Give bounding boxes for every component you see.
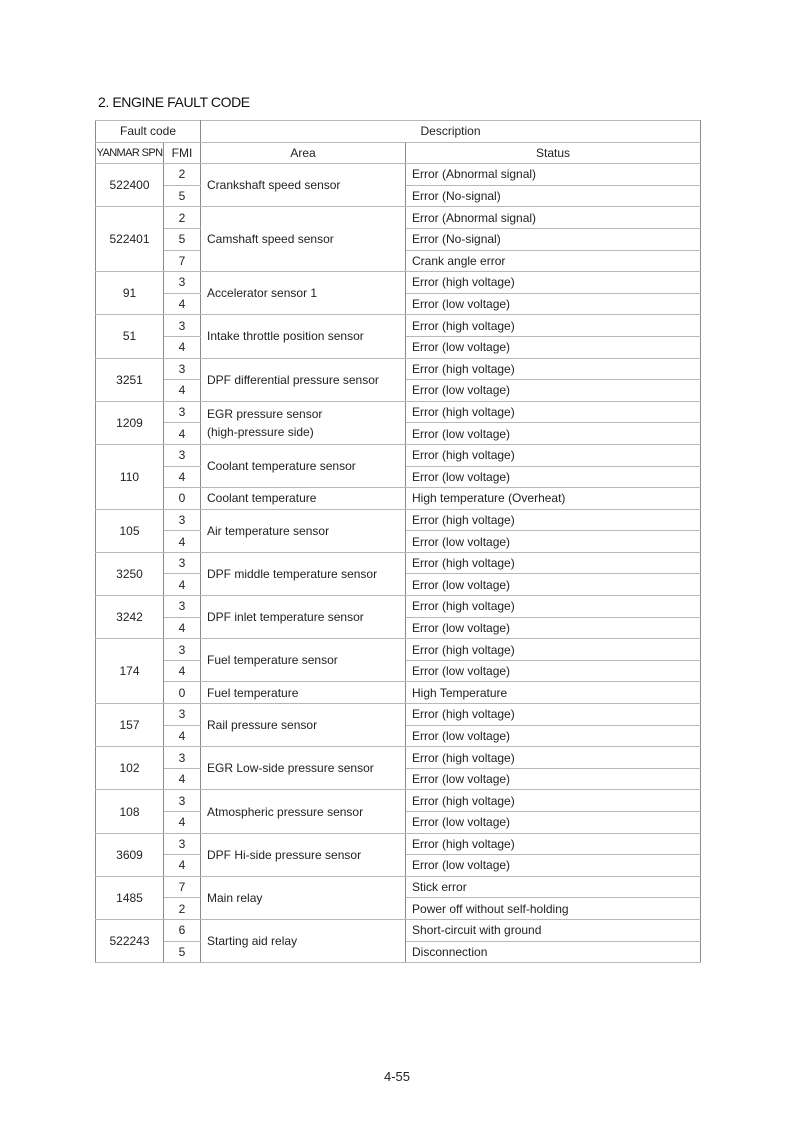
table-row [96, 509, 701, 531]
status-cell: Short-circuit with ground [406, 919, 701, 941]
table-row [96, 833, 701, 855]
section-title: 2. ENGINE FAULT CODE [98, 94, 250, 110]
area-cell: Coolant temperature sensor [201, 444, 406, 487]
area-cell: DPF differential pressure sensor [201, 358, 406, 401]
fmi-cell: 4 [164, 768, 201, 790]
area-cell: DPF Hi-side pressure sensor [201, 833, 406, 876]
fmi-cell: 3 [164, 596, 201, 618]
fmi-cell: 3 [164, 833, 201, 855]
fmi-cell: 6 [164, 919, 201, 941]
table-body [96, 164, 701, 963]
status-cell: Error (low voltage) [406, 423, 701, 445]
status-cell: High temperature (Overheat) [406, 488, 701, 510]
status-cell: Error (high voltage) [406, 315, 701, 337]
table-row [96, 552, 701, 574]
status-cell: High Temperature [406, 682, 701, 704]
header-row-sub [96, 142, 701, 164]
status-cell: Error (No-signal) [406, 185, 701, 207]
header-fault-code: Fault code [96, 121, 201, 143]
fmi-cell: 2 [164, 898, 201, 920]
table-row [96, 704, 701, 726]
status-cell: Error (high voltage) [406, 509, 701, 531]
area-cell: Starting aid relay [201, 919, 406, 962]
fmi-cell: 4 [164, 812, 201, 834]
fmi-cell: 5 [164, 941, 201, 963]
area-cell: Air temperature sensor [201, 509, 406, 552]
fmi-cell: 0 [164, 682, 201, 704]
header-row-top [96, 121, 701, 143]
fmi-cell: 3 [164, 639, 201, 661]
fmi-cell: 4 [164, 423, 201, 445]
fmi-cell: 4 [164, 660, 201, 682]
status-cell: Error (high voltage) [406, 552, 701, 574]
status-cell: Power off without self-holding [406, 898, 701, 920]
fmi-cell: 5 [164, 185, 201, 207]
spn-cell: 3242 [96, 596, 164, 639]
spn-cell: 91 [96, 272, 164, 315]
fmi-cell: 4 [164, 574, 201, 596]
status-cell: Error (low voltage) [406, 768, 701, 790]
spn-cell: 102 [96, 747, 164, 790]
fmi-cell: 0 [164, 488, 201, 510]
fmi-cell: 3 [164, 401, 201, 423]
fmi-cell: 3 [164, 552, 201, 574]
area-cell: Fuel temperature sensor [201, 639, 406, 682]
table-row [96, 747, 701, 769]
status-cell: Error (high voltage) [406, 704, 701, 726]
table-row [96, 639, 701, 661]
table-row [96, 207, 701, 229]
fmi-cell: 3 [164, 358, 201, 380]
header-status: Status [406, 142, 701, 164]
area-cell: Accelerator sensor 1 [201, 272, 406, 315]
header-fmi: FMI [164, 142, 201, 164]
status-cell: Error (low voltage) [406, 812, 701, 834]
fmi-cell: 4 [164, 725, 201, 747]
status-cell: Error (low voltage) [406, 293, 701, 315]
table-row [96, 488, 701, 510]
fmi-cell: 4 [164, 855, 201, 877]
fmi-cell: 4 [164, 466, 201, 488]
table-row [96, 596, 701, 618]
area-cell: DPF middle temperature sensor [201, 552, 406, 595]
area-cell: Crankshaft speed sensor [201, 164, 406, 207]
status-cell: Error (low voltage) [406, 855, 701, 877]
area-cell: Fuel temperature [201, 682, 406, 704]
header-area: Area [201, 142, 406, 164]
table-row [96, 444, 701, 466]
status-cell: Error (high voltage) [406, 358, 701, 380]
engine-fault-code-table [95, 120, 701, 963]
status-cell: Error (high voltage) [406, 444, 701, 466]
status-cell: Error (Abnormal signal) [406, 164, 701, 186]
fmi-cell: 3 [164, 790, 201, 812]
fmi-cell: 3 [164, 315, 201, 337]
page-number: 4-55 [383, 1069, 411, 1084]
spn-cell: 105 [96, 509, 164, 552]
table-row [96, 682, 701, 704]
fmi-cell: 7 [164, 876, 201, 898]
fmi-cell: 4 [164, 531, 201, 553]
fmi-cell: 2 [164, 164, 201, 186]
fmi-cell: 2 [164, 207, 201, 229]
spn-cell: 110 [96, 444, 164, 509]
spn-cell: 522243 [96, 919, 164, 962]
spn-cell: 51 [96, 315, 164, 358]
status-cell: Error (low voltage) [406, 466, 701, 488]
area-cell: Atmospheric pressure sensor [201, 790, 406, 833]
spn-cell: 3609 [96, 833, 164, 876]
table-row [96, 401, 701, 423]
area-cell: EGR Low-side pressure sensor [201, 747, 406, 790]
area-cell: Main relay [201, 876, 406, 919]
spn-cell: 1209 [96, 401, 164, 444]
area-cell: Rail pressure sensor [201, 704, 406, 747]
header-description: Description [201, 121, 701, 143]
header-yanmar-spn: YANMAR SPN [96, 142, 164, 164]
status-cell: Stick error [406, 876, 701, 898]
table-row [96, 315, 701, 337]
status-cell: Error (high voltage) [406, 596, 701, 618]
status-cell: Error (low voltage) [406, 574, 701, 596]
area-cell [201, 401, 406, 444]
area-cell: Camshaft speed sensor [201, 207, 406, 272]
spn-cell: 174 [96, 639, 164, 704]
fmi-cell: 4 [164, 336, 201, 358]
fmi-cell: 4 [164, 617, 201, 639]
area-cell: Intake throttle position sensor [201, 315, 406, 358]
area-label: EGR pressure sensor [207, 406, 323, 421]
table-row [96, 272, 701, 294]
status-cell: Error (high voltage) [406, 790, 701, 812]
status-cell: Error (Abnormal signal) [406, 207, 701, 229]
fmi-cell: 4 [164, 380, 201, 402]
spn-cell: 108 [96, 790, 164, 833]
status-cell: Error (high voltage) [406, 747, 701, 769]
status-cell: Crank angle error [406, 250, 701, 272]
status-cell: Error (low voltage) [406, 725, 701, 747]
area-cell: DPF inlet temperature sensor [201, 596, 406, 639]
table-row [96, 876, 701, 898]
status-cell: Error (high voltage) [406, 272, 701, 294]
status-cell: Error (low voltage) [406, 617, 701, 639]
table-header [96, 121, 701, 164]
spn-cell: 3251 [96, 358, 164, 401]
spn-cell: 157 [96, 704, 164, 747]
status-cell: Error (high voltage) [406, 833, 701, 855]
status-cell: Error (high voltage) [406, 401, 701, 423]
status-cell: Error (high voltage) [406, 639, 701, 661]
status-cell: Disconnection [406, 941, 701, 963]
status-cell: Error (No-signal) [406, 228, 701, 250]
fmi-cell: 5 [164, 228, 201, 250]
status-cell: Error (low voltage) [406, 531, 701, 553]
area-label-line2: (high-pressure side) [207, 424, 314, 439]
spn-cell: 1485 [96, 876, 164, 919]
table-row [96, 919, 701, 941]
spn-cell: 522400 [96, 164, 164, 207]
area-cell: Coolant temperature [201, 488, 406, 510]
table-row [96, 164, 701, 186]
table-row [96, 790, 701, 812]
status-cell: Error (low voltage) [406, 380, 701, 402]
fmi-cell: 3 [164, 747, 201, 769]
spn-cell: 3250 [96, 552, 164, 595]
fmi-cell: 3 [164, 704, 201, 726]
fmi-cell: 7 [164, 250, 201, 272]
fmi-cell: 4 [164, 293, 201, 315]
status-cell: Error (low voltage) [406, 336, 701, 358]
fmi-cell: 3 [164, 444, 201, 466]
table-row [96, 358, 701, 380]
spn-cell: 522401 [96, 207, 164, 272]
fmi-cell: 3 [164, 272, 201, 294]
fmi-cell: 3 [164, 509, 201, 531]
status-cell: Error (low voltage) [406, 660, 701, 682]
